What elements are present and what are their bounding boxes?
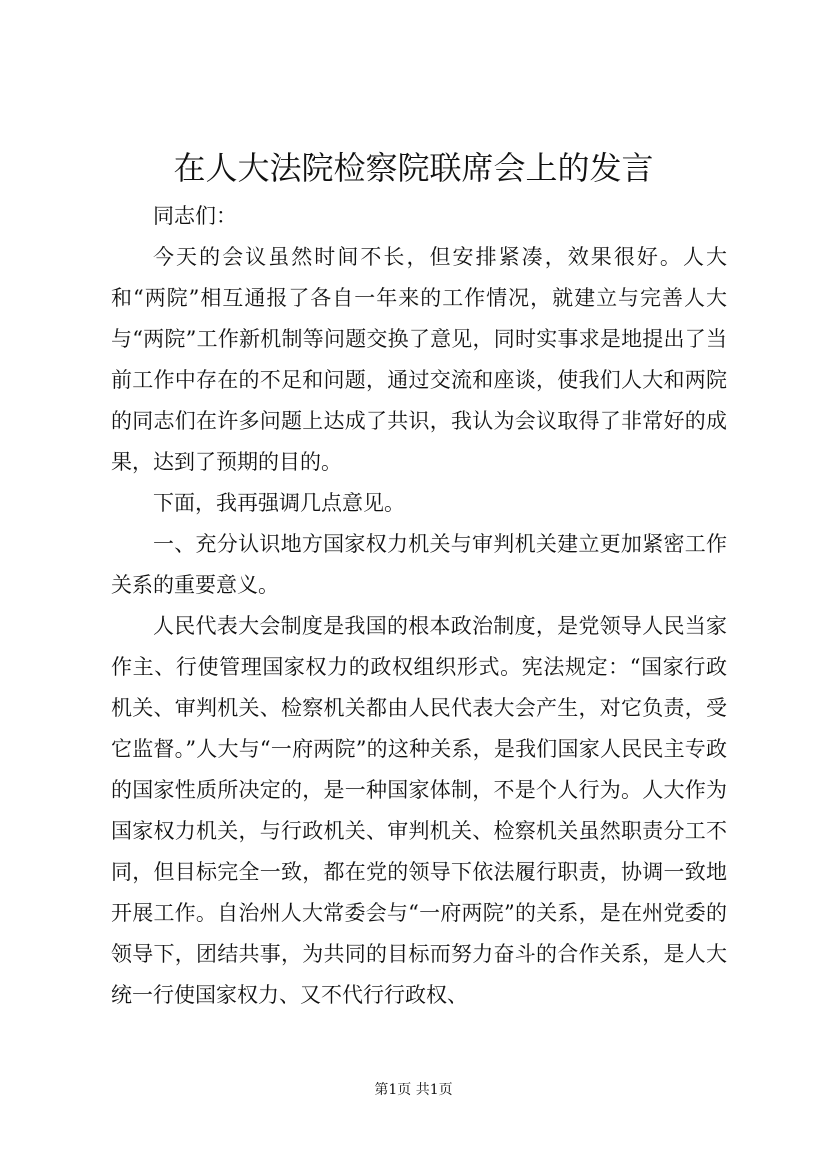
- document-title: 在人大法院检察院联席会上的发言: [173, 149, 654, 187]
- body-paragraph: 人民代表大会制度是我国的根本政治制度，是党领导人民当家作主、行使管理国家权力的政权组织形式。宪法规定：“国家行政机关、审判机关、检察机关都由人民代表大会产生，对它负责，受它监督。”人大与“一府两院”的这种关系，是我们国家人民民主专政的国家性质所决定的，是一种国家体制，不是个人行为。人大作为国家权力机关，与行政机关、审判机关、检察机关虽然职责分工不同，但目标完全一致，都在党的领导下依法履行职责，协调一致地开展工作。自治州人大常委会与“一府两院”的关系，是在州党委的领导下，团结共事，为共同的目标而努力奋斗的合作关系，是人大统一行使国家权力、又不代行行政权、: [111, 614, 727, 1007]
- page-footer: 第1页 共1页: [374, 1082, 453, 1098]
- document-body: [111, 196, 727, 1016]
- salutation-paragraph: 同志们：: [153, 204, 237, 228]
- body-paragraph: 下面，我再强调几点意见。: [153, 491, 405, 515]
- section-heading-paragraph: 一、充分认识地方国家权力机关与审判机关建立更加紧密工作关系的重要意义。: [111, 532, 727, 597]
- body-paragraph: 今天的会议虽然时间不长，但安排紧凑，效果很好。人大和“两院”相互通报了各自一年来的工作情况，就建立与完善人大与“两院”工作新机制等问题交换了意见，同时实事求是地提出了当前工作中存在的不足和问题，通过交流和座谈，使我们人大和两院的同志们在许多问题上达成了共识，我认为会议取得了非常好的成果，达到了预期的目的。: [111, 245, 727, 474]
